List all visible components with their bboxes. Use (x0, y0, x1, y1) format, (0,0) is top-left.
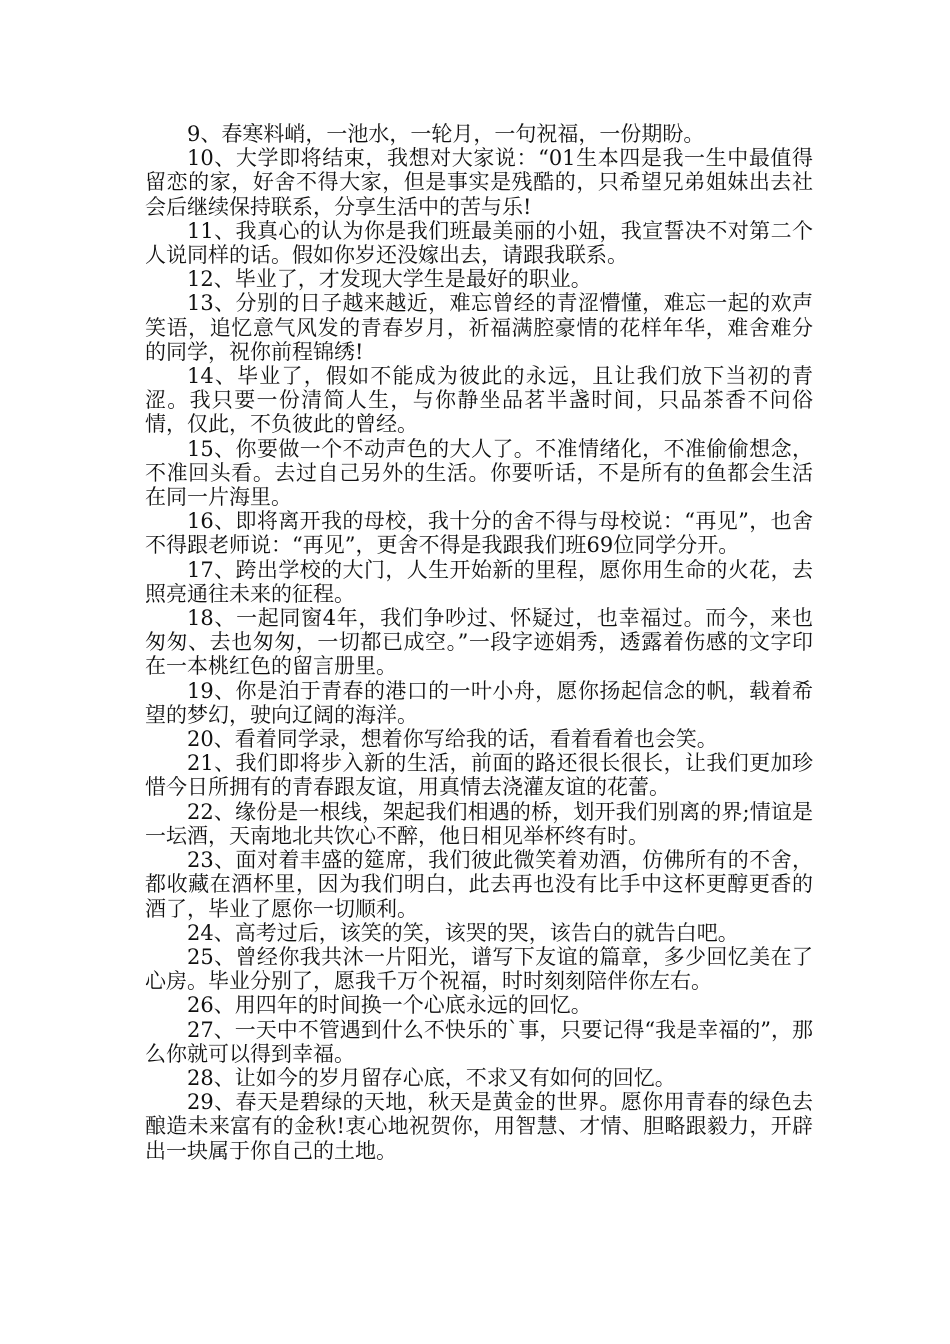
paragraph-20: 20、看着同学录，想着你写给我的话，看着看着也会笑。 (187, 727, 718, 752)
paragraph-24: 24、高考过后，该笑的笑，该哭的哭，该告白的就告白吧。 (187, 920, 739, 945)
paragraph-21: 21、我们即将步入新的生活，前面的路还很长很长，让我们更加珍惜今日所拥有的青春跟友谊，用真情去浇灌友谊的花蕾。 (145, 751, 813, 800)
paragraph-23: 23、面对着丰盛的筵席，我们彼此微笑着劝酒，仿佛所有的不舍，都收藏在酒杯里，因为我们明白，此去再也没有比手中这杯更醇更香的酒了，毕业了愿你一切顺利。 (145, 848, 813, 921)
paragraph-10: 10、大学即将结束，我想对大家说：“01生本四是我一生中最值得留恋的家，好舍不得大家，但是事实是残酷的，只希望兄弟姐妹出去社会后继续保持联系，分享生活中的苦与乐! (145, 146, 813, 219)
paragraph-18: 18、一起同窗4年，我们争吵过、怀疑过，也幸福过。而今，来也匆匆、去也匆匆，一切都已成空。”一段字迹娟秀，透露着伤感的文字印在一本桃红色的留言册里。 (145, 606, 813, 679)
paragraph-12: 12、毕业了，才发现大学生是最好的职业。 (187, 267, 592, 292)
paragraph-25: 25、曾经你我共沐一片阳光，谱写下友谊的篇章，多少回忆美在了心房。毕业分别了，愿我千万个祝福，时时刻刻陪伴你左右。 (145, 944, 813, 994)
paragraph-22: 22、缘份是一根线，架起我们相遇的桥，划开我们别离的界;情谊是一坛酒，天南地北共饮心不醉，他日相见举杯终有时。 (145, 799, 813, 848)
paragraph-14: 14、毕业了，假如不能成为彼此的永远，且让我们放下当初的青涩。我只要一份清简人生，与你静坐品茗半盏时间，只品茶香不问俗情，仅此，不负彼此的曾经。 (145, 364, 813, 437)
paragraph-9: 9、春寒料峭，一池水，一轮月，一句祝福，一份期盼。 (187, 122, 705, 146)
paragraph-13: 13、分别的日子越来越近，难忘曾经的青涩懵懂，难忘一起的欢声笑语，追忆意气风发的青春岁月，祈福满腔豪情的花样年华，难舍难分的同学，祝你前程锦绣! (145, 291, 813, 364)
paragraph-16: 16、即将离开我的母校，我十分的舍不得与母校说：“再见”，也舍不得跟老师说：“再见”，更舍不得是我跟我们班69位同学分开。 (145, 509, 813, 558)
paragraph-27: 27、一天中不管遇到什么不快乐的`事，只要记得“我是幸福的”，那么你就可以得到幸福。 (145, 1017, 813, 1066)
paragraph-29: 29、春天是碧绿的天地，秋天是黄金的世界。愿你用青春的绿色去酿造未来富有的金秋!衷心地祝贺你，用智慧、才情、胆略跟毅力，开辟出一块属于你自己的土地。 (145, 1090, 813, 1163)
paragraph-26: 26、用四年的时间换一个心底永远的回忆。 (187, 993, 592, 1018)
paragraph-11: 11、我真心的认为你是我们班最美丽的小妞，我宣誓决不对第二个人说同样的话。假如你岁还没嫁出去，请跟我联系。 (145, 218, 813, 268)
document-body (145, 122, 813, 1163)
paragraph-28: 28、让如今的岁月留存心底，不求又有如何的回忆。 (187, 1065, 676, 1090)
paragraph-15: 15、你要做一个不动声色的大人了。不准情绪化，不准偷偷想念，不准回头看。去过自己另外的生活。你要听话，不是所有的鱼都会生活在同一片海里。 (145, 436, 813, 510)
paragraph-17: 17、跨出学校的大门，人生开始新的里程，愿你用生命的火花，去照亮通往未来的征程。 (145, 557, 813, 606)
paragraph-19: 19、你是泊于青春的港口的一叶小舟，愿你扬起信念的帆，载着希望的梦幻，驶向辽阔的海洋。 (145, 678, 813, 727)
